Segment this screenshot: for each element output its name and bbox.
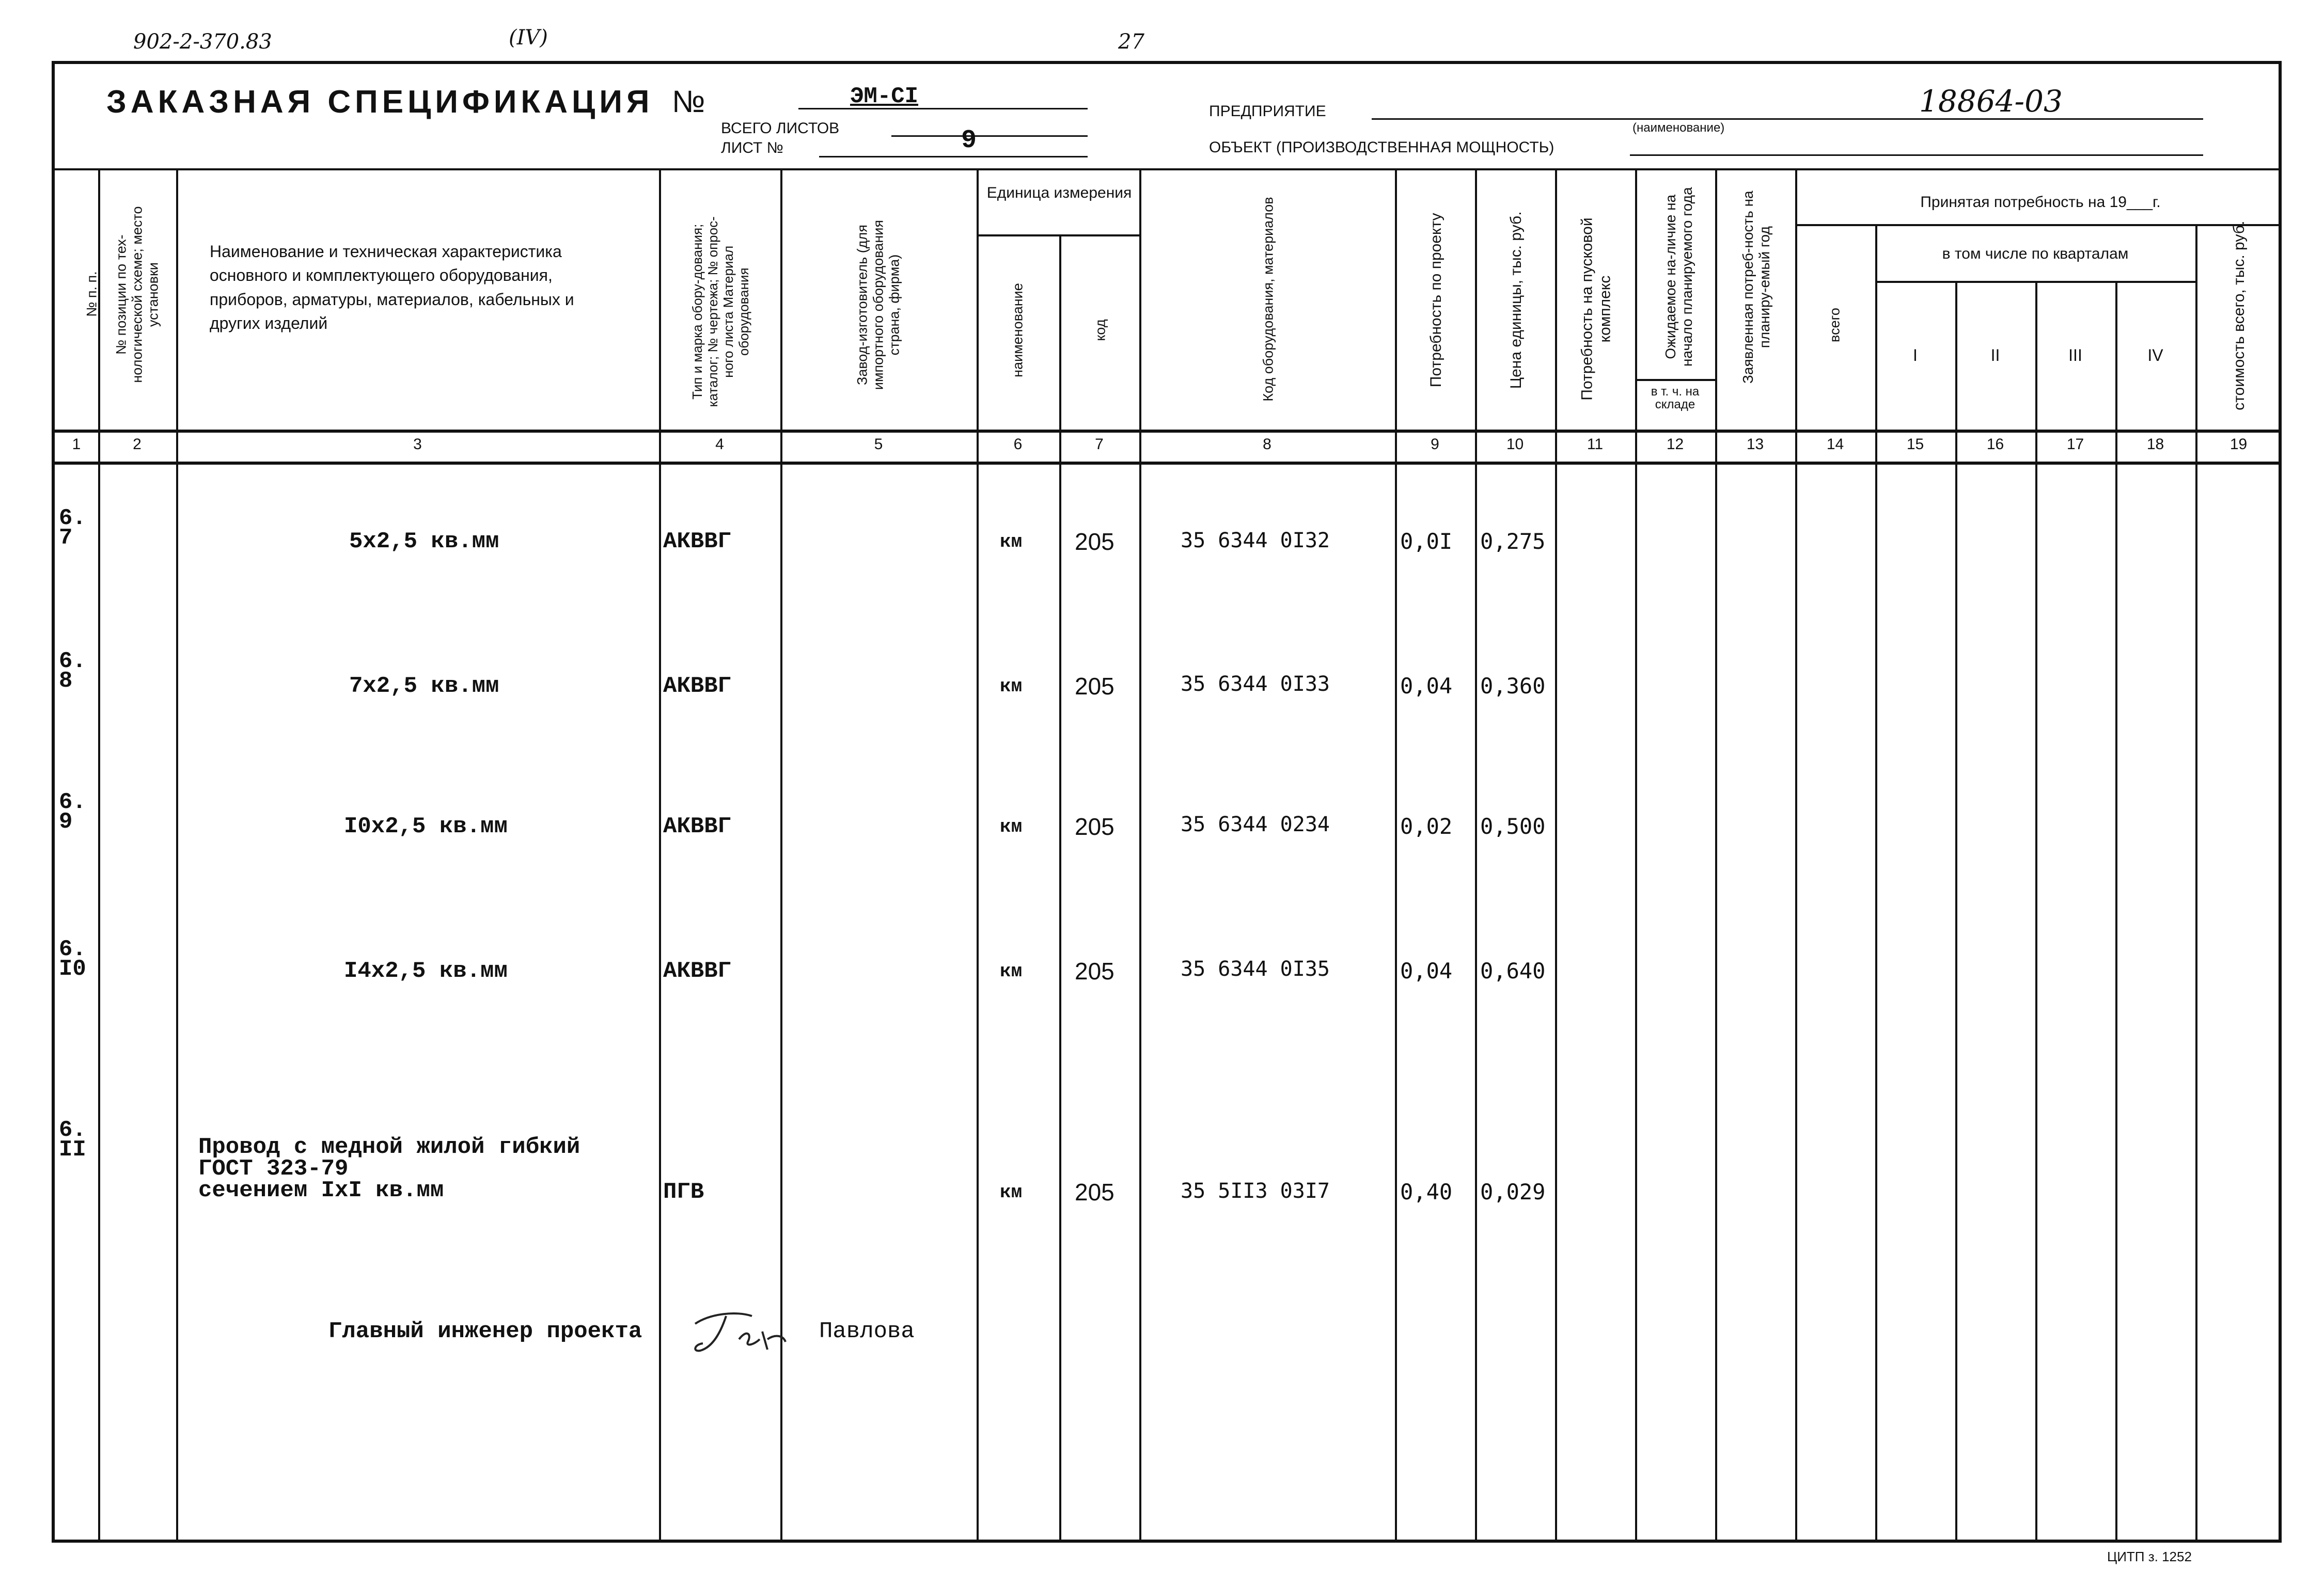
col-line	[2195, 224, 2197, 1540]
signature-mark	[690, 1303, 793, 1360]
accepted-group-line	[1795, 224, 2282, 226]
signature-label: Главный инженер проекта	[328, 1319, 642, 1344]
row-mat-code: 35 6344 0I33	[1181, 672, 1330, 696]
row-num-b: 7	[59, 525, 73, 551]
col-header-13: Заявленная потреб-ность на планиру-емый год	[1739, 191, 1772, 384]
row-need: 0,04	[1400, 958, 1453, 984]
col-line	[977, 168, 979, 1540]
col-line	[659, 168, 661, 1540]
col-line	[1715, 168, 1717, 1540]
col-header-19: стоимость всего, тыс. руб.	[2230, 220, 2248, 410]
number-label: №	[672, 84, 705, 119]
col-num-9: 9	[1431, 436, 1439, 453]
row-need: 0,0I	[1400, 529, 1453, 554]
col-header-14: всего	[1827, 308, 1843, 342]
row-code: 205	[1075, 1179, 1114, 1206]
row-code: 205	[1075, 528, 1114, 555]
row-price: 0,029	[1480, 1179, 1546, 1204]
sheet-label: ЛИСТ №	[721, 139, 783, 156]
col-num-3: 3	[413, 436, 422, 453]
row-unit: км	[1000, 961, 1023, 982]
stock-line	[1635, 379, 1715, 381]
signature-name: Павлова	[819, 1319, 915, 1344]
row-name-line-2: ГОСТ 323-79	[198, 1156, 349, 1182]
col-header-15: I	[1913, 346, 1918, 364]
row-type: АКВВГ	[663, 814, 732, 839]
col-line	[1875, 224, 1877, 1540]
footer-stamp: ЦИТП з. 1252	[2107, 1549, 2192, 1564]
col-line	[1795, 168, 1797, 1540]
row-price: 0,275	[1480, 529, 1546, 554]
number-line	[798, 108, 1088, 109]
col-header-16: II	[1990, 346, 2000, 364]
row-num-b: 8	[59, 668, 73, 694]
document-title: ЗАКАЗНАЯ СПЕЦИФИКАЦИЯ	[106, 84, 654, 120]
col-header-2: № позиции по тех-нологической схеме; место установки	[113, 206, 161, 383]
total-sheets-label: ВСЕГО ЛИСТОВ	[721, 120, 840, 137]
total-sheets-line	[891, 135, 1088, 137]
row-need: 0,40	[1400, 1179, 1453, 1204]
col-header-5: Завод-изготовитель (для импортного оборудования страна, фирма)	[854, 220, 902, 390]
row-need: 0,04	[1400, 673, 1453, 699]
row-num-b: I0	[59, 956, 86, 982]
enterprise-line	[1372, 118, 2203, 120]
col-num-6: 6	[1013, 436, 1023, 453]
col-header-18: IV	[2147, 346, 2163, 364]
row-price: 0,360	[1480, 673, 1546, 699]
object-label: ОБЪЕКТ (ПРОИЗВОДСТВЕННАЯ МОЩНОСТЬ)	[1209, 139, 1554, 156]
row-code: 205	[1075, 673, 1114, 700]
col-line	[2115, 281, 2117, 1540]
col-header-12: Ожидаемое на-личие на начало планируемого года	[1662, 187, 1695, 367]
col-num-13: 13	[1746, 436, 1764, 453]
col-num-11: 11	[1587, 436, 1604, 453]
col-num-15: 15	[1906, 436, 1924, 453]
quarters-group-line	[1875, 281, 2195, 283]
row-mat-code: 35 6344 0I35	[1181, 957, 1330, 981]
row-unit: км	[1000, 676, 1023, 697]
row-name: I0х2,5 кв.мм	[344, 814, 508, 839]
col-num-16: 16	[1986, 436, 2004, 453]
row-type: ПГВ	[663, 1179, 704, 1205]
row-name: 7х2,5 кв.мм	[349, 673, 499, 699]
col-line	[1475, 168, 1477, 1540]
col-num-18: 18	[2146, 436, 2164, 453]
sheet-value: 9	[961, 126, 977, 155]
row-need: 0,02	[1400, 814, 1453, 839]
header-separator	[55, 168, 2279, 170]
row-price: 0,640	[1480, 958, 1546, 984]
row-name: 5х2,5 кв.мм	[349, 529, 499, 554]
col-header-4: Тип и марка обору-дования; каталог; № чертежа; № опрос-ного листа Материал оборудования	[689, 216, 751, 407]
col-line	[1395, 168, 1397, 1540]
row-unit: км	[1000, 1182, 1023, 1203]
col-header-10: Цена единицы, тыс. руб.	[1507, 211, 1525, 389]
number-value: ЭМ-СI	[850, 84, 919, 109]
unit-group-header: Единица измерения	[986, 184, 1132, 201]
object-line	[1630, 154, 2203, 156]
unit-group-line	[977, 234, 1139, 236]
row-mat-code: 35 6344 0I32	[1181, 529, 1330, 552]
col-num-7: 7	[1095, 436, 1104, 453]
row-name-line-1: Провод с медной жилой гибкий	[198, 1134, 580, 1160]
row-num-a: 6.	[59, 937, 86, 962]
row-mat-code: 35 6344 0234	[1181, 813, 1330, 836]
enterprise-label: ПРЕДПРИЯТИЕ	[1209, 103, 1326, 120]
col-numbers-top	[55, 430, 2279, 433]
col-num-19: 19	[2229, 436, 2248, 453]
sheet-line	[819, 156, 1088, 157]
col-header-11: Потребность на пусковой комплекс	[1578, 217, 1613, 401]
enterprise-value: 18864-03	[1919, 84, 2063, 119]
accepted-group-header: Принятая потребность на 19___г.	[1920, 194, 2161, 211]
name-hint: (наименование)	[1632, 121, 1725, 135]
col-line	[1139, 168, 1141, 1540]
col-num-5: 5	[874, 436, 883, 453]
row-unit: км	[1000, 531, 1023, 552]
col-header-9: Потребность по проекту	[1427, 213, 1444, 388]
row-price: 0,500	[1480, 814, 1546, 839]
col-line	[176, 168, 178, 1540]
album-number: (IV)	[509, 26, 548, 50]
specification-frame	[52, 61, 2282, 1543]
row-type: АКВВГ	[663, 673, 732, 699]
col-line	[2035, 281, 2037, 1540]
row-mat-code: 35 5II3 03I7	[1181, 1179, 1330, 1203]
col-header-17: III	[2068, 346, 2082, 364]
row-type: АКВВГ	[663, 529, 732, 554]
row-code: 205	[1075, 813, 1114, 840]
col-num-17: 17	[2066, 436, 2084, 453]
page-number: 27	[1118, 30, 1144, 54]
row-num-a: 6.	[59, 648, 86, 674]
col-num-4: 4	[715, 436, 724, 453]
col-header-3: Наименование и техническая характеристика основного и комплектующего оборудования, приборов, арматуры, материалов, кабельных и других изделий	[210, 242, 574, 333]
col-line	[1635, 168, 1637, 1540]
col-line	[1955, 281, 1957, 1540]
row-num-a: 6.	[59, 789, 86, 815]
row-num-a: 6.	[59, 505, 86, 531]
row-num-b: 9	[59, 809, 73, 835]
col-num-8: 8	[1263, 436, 1271, 453]
col-header-1: № п. п.	[84, 271, 100, 317]
row-name: сечением IхI кв.мм	[198, 1178, 444, 1203]
col-numbers-bottom	[55, 462, 2279, 465]
col-num-12: 12	[1666, 436, 1684, 453]
col-num-10: 10	[1506, 436, 1524, 453]
doc-code: 902-2-370.83	[133, 30, 272, 54]
row-num-b: II	[59, 1137, 86, 1163]
row-name: I4х2,5 кв.мм	[344, 958, 508, 984]
col-header-12b: в т. ч. на складе	[1651, 385, 1700, 412]
col-num-14: 14	[1826, 436, 1844, 453]
quarters-group-header: в том числе по кварталам	[1942, 245, 2129, 262]
col-line	[1555, 168, 1557, 1540]
row-num-a: 6.	[59, 1117, 86, 1143]
col-num-2: 2	[133, 436, 142, 453]
col-header-7: код	[1092, 319, 1108, 341]
col-num-1: 1	[72, 436, 81, 453]
row-code: 205	[1075, 958, 1114, 985]
col-header-8: Код оборудования, материалов	[1260, 197, 1276, 402]
col-header-6: наименование	[1010, 283, 1026, 377]
row-unit: км	[1000, 816, 1023, 837]
row-type: АКВВГ	[663, 958, 732, 984]
